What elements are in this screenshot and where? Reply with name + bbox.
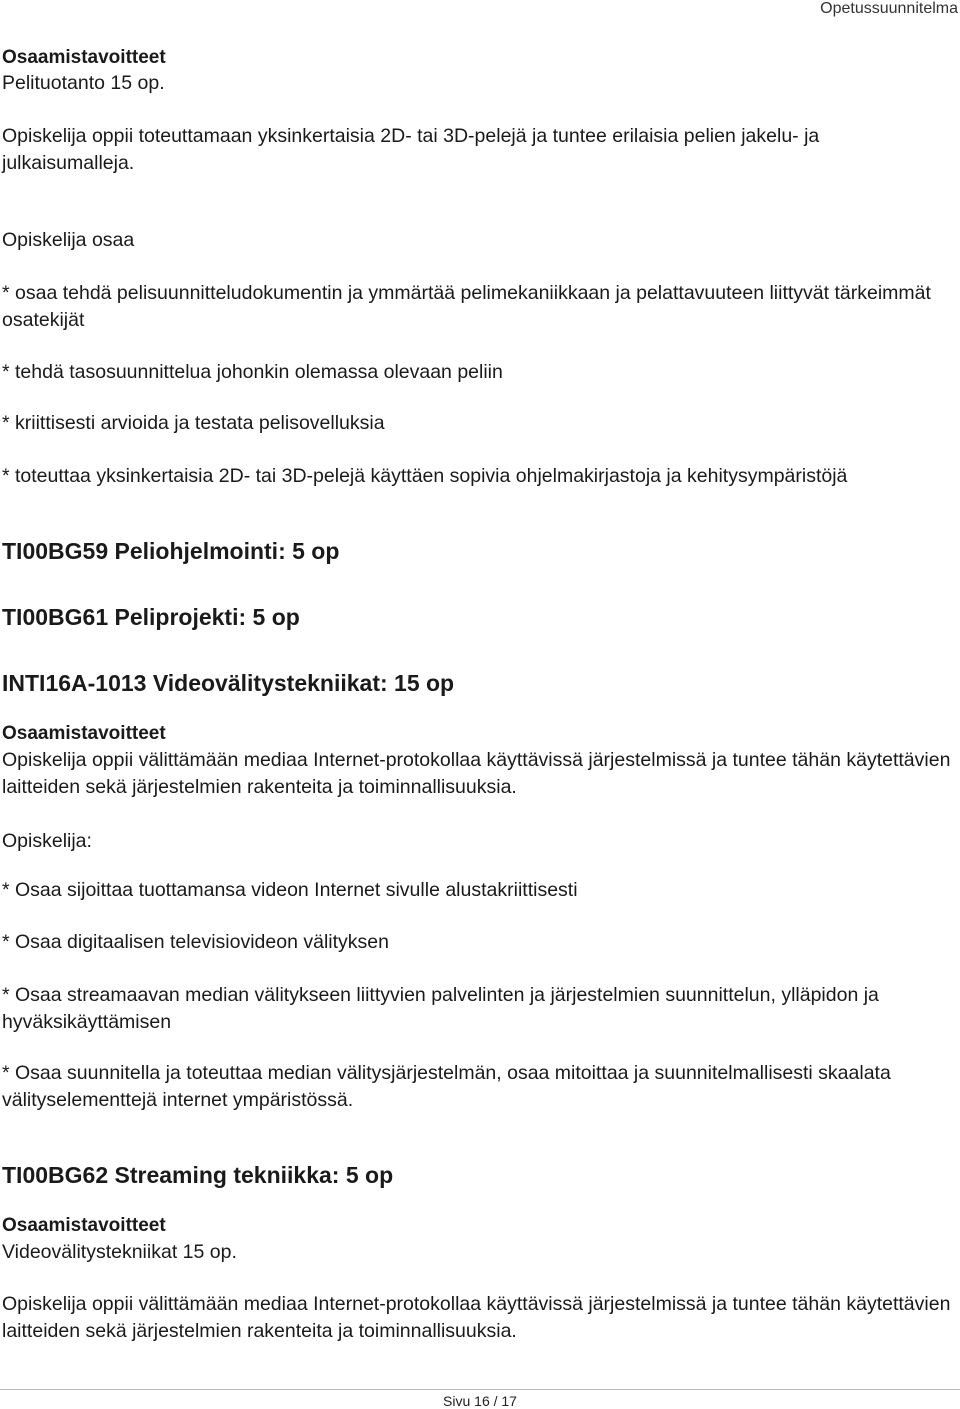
list-item: * osaa tehdä pelisuunnitteludokumentin ja ymmärtää pelimekaniikkaan ja pelattavuuteen liittyvät tärkeimmät osatekijät [2,282,931,331]
intro-paragraph: Opiskelija oppii toteuttamaan yksinkertaisia 2D- tai 3D-pelejä ja tuntee erilaisia pelien jakelu- ja julkaisumalleja. [2,125,820,174]
course-heading: TI00BG62 Streaming tekniikka: 5 op [2,1162,394,1188]
footer-divider [0,1389,960,1390]
prerequisite-text: Videovälitystekniikat 15 op. [2,1241,237,1263]
lead-text: Opiskelija osaa [2,229,135,251]
list-item: * kriittisesti arvioida ja testata pelisovelluksia [2,412,385,434]
list-item: * tehdä tasosuunnittelua johonkin olemassa olevaan peliin [2,361,503,383]
section-label-objectives: Osaamistavoitteet [2,723,166,744]
lead-text: Opiskelija: [2,830,92,852]
course-heading: TI00BG59 Peliohjelmointi: 5 op [2,538,340,564]
list-item: * toteuttaa yksinkertaisia 2D- tai 3D-pelejä käyttäen sopivia ohjelmakirjastoja ja kehitysympäristöjä [2,465,848,487]
page-number: Sivu 16 / 17 [443,1393,517,1409]
list-item: * Osaa sijoittaa tuottamansa videon Internet sivulle alustakriittisesti [2,879,578,901]
list-item: * Osaa streamaavan median välitykseen liittyvien palvelinten ja järjestelmien suunnittelun, ylläpidon ja hyväksikäyttämisen [2,984,879,1033]
list-item: * Osaa suunnitella ja toteuttaa median välitysjärjestelmän, osaa mitoittaa ja suunnitelmallisesti skaalata välityselementtejä internet ympäristössä. [2,1062,891,1111]
intro-paragraph: Opiskelija oppii välittämään mediaa Internet-protokollaa käyttävissä järjestelmissä ja tuntee tähän käytettävien laitteiden sekä järjestelmien rakenteita ja toiminnallisuuksia. [2,1293,951,1342]
course-heading: INTI16A-1013 Videovälitystekniikat: 15 op [2,670,455,696]
prerequisite-text: Pelituotanto 15 op. [2,72,165,94]
section-label-objectives: Osaamistavoitteet [2,1215,166,1236]
list-item: * Osaa digitaalisen televisiovideon välityksen [2,931,389,953]
course-heading: TI00BG61 Peliprojekti: 5 op [2,604,300,630]
document-title: Opetussuunnitelma [820,0,958,17]
intro-paragraph: Opiskelija oppii välittämään mediaa Internet-protokollaa käyttävissä järjestelmissä ja tuntee tähän käytettävien laitteiden sekä järjestelmien rakenteita ja toiminnallisuuksia. [2,749,951,798]
section-label-objectives: Osaamistavoitteet [2,47,166,68]
